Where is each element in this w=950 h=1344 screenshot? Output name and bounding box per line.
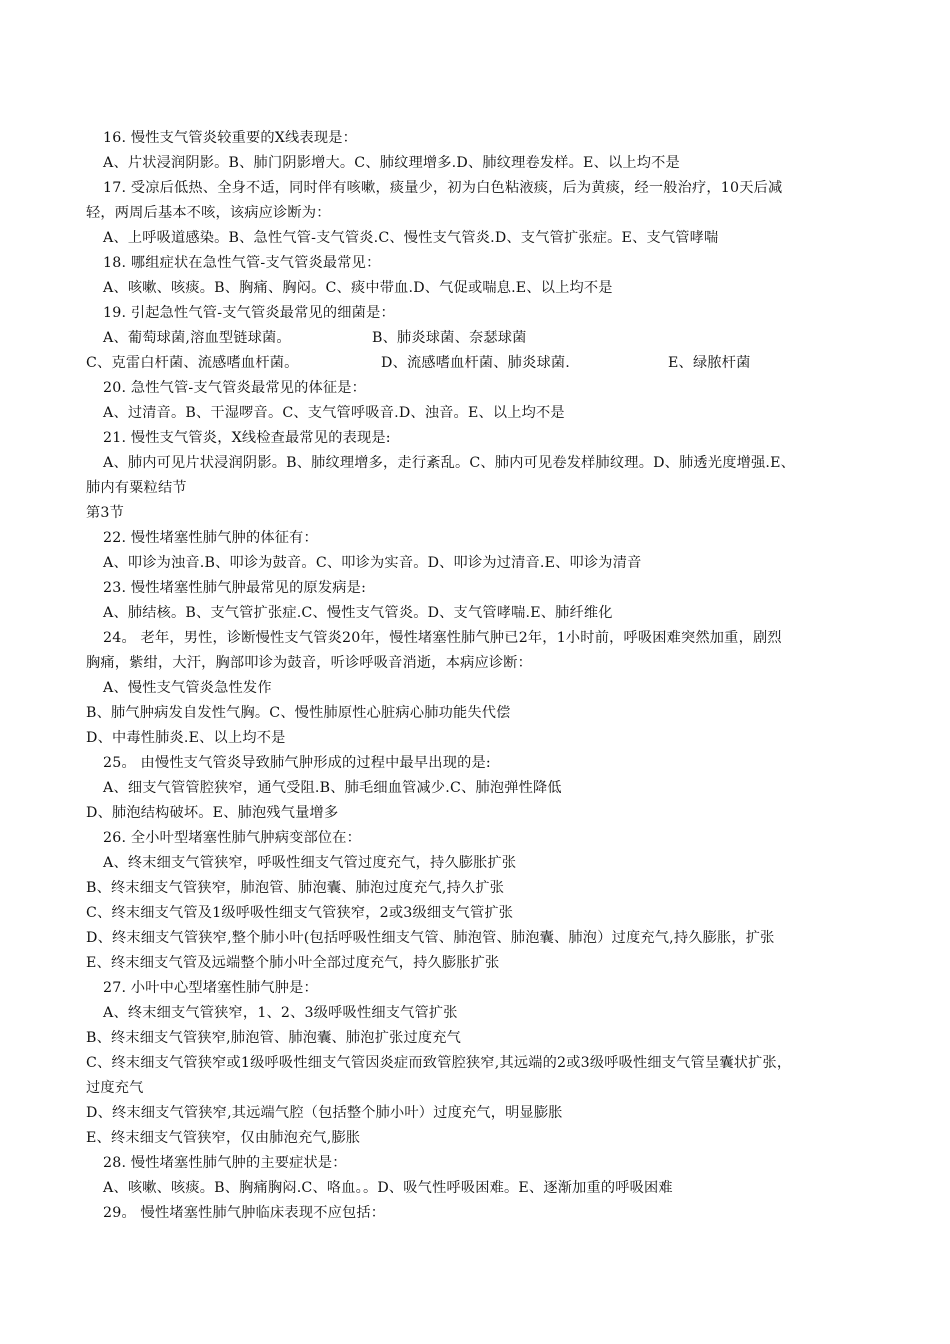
- question-21: 21. 慢性支气管炎，X线检查最常见的表现是:: [103, 430, 391, 446]
- question-26: 26. 全小叶型堵塞性肺气肿病变部位在：: [103, 830, 362, 846]
- option-19-a: A、葡萄球菌,溶血型链球菌。: [103, 330, 291, 346]
- question-29: 29。 慢性堵塞性肺气肿临床表现不应包括：: [103, 1205, 386, 1221]
- option-19-d: D、流感嗜血杆菌、肺炎球菌.: [381, 355, 570, 371]
- option-26-d: D、终末细支气管狭窄,整个肺小叶(包括呼吸性细支气管、肺泡管、肺泡囊、肺泡）过度充气,持久膨胀，扩张: [86, 930, 775, 946]
- section-heading: 第3节: [86, 505, 125, 521]
- option-19-b: B、肺炎球菌、奈瑟球菌: [372, 330, 527, 346]
- question-17: 17. 受凉后低热、全身不适，同时伴有咳嗽，痰量少，初为白色粘液痰，后为黄痰，经一般治疗，10天后减: [103, 180, 783, 196]
- option-26-e: E、终末细支气管及远端整个肺小叶全部过度充气，持久膨胀扩张: [86, 955, 500, 971]
- question-24: 24。 老年，男性，诊断慢性支气管炎20年，慢性堵塞性肺气肿已2年，1小时前，呼吸困难突然加重，剧烈: [103, 630, 782, 646]
- options-16: A、片状浸润阴影。B、肺门阴影增大。C、肺纹理增多.D、肺纹理卷发样。E、以上均不是: [103, 155, 680, 171]
- question-19: 19. 引起急性气管-支气管炎最常见的细菌是：: [103, 305, 395, 321]
- options-22: A、叩诊为浊音.B、叩诊为鼓音。C、叩诊为实音。D、叩诊为过清音.E、叩诊为清音: [103, 555, 642, 571]
- option-26-a: A、终末细支气管狭窄，呼吸性细支气管过度充气，持久膨胀扩张: [103, 855, 517, 871]
- option-26-c: C、终末细支气管及1级呼吸性细支气管狭窄，2或3级细支气管扩张: [86, 905, 514, 921]
- question-24-cont: 胸痛，紫绀，大汗，胸部叩诊为鼓音，听诊呼吸音消逝，本病应诊断：: [86, 655, 533, 671]
- question-17-cont: 轻，两周后基本不咳，该病应诊断为：: [86, 205, 331, 221]
- option-26-b: B、终末细支气管狭窄，肺泡管、肺泡囊、肺泡过度充气,持久扩张: [86, 880, 505, 896]
- options-20: A、过清音。B、干湿啰音。C、支气管呼吸音.D、浊音。E、以上均不是: [103, 405, 565, 421]
- question-28: 28. 慢性堵塞性肺气肿的主要症状是：: [103, 1155, 347, 1171]
- options-28: A、咳嗽、咳痰。B、胸痛胸闷.C、咯血。。D、吸气性呼吸困难。E、逐渐加重的呼吸困难: [103, 1180, 673, 1196]
- option-27-a: A、终末细支气管狭窄，1、2、3级呼吸性细支气管扩张: [103, 1005, 458, 1021]
- options-24-bc: B、肺气肿病发自发性气胸。C、慢性肺原性心脏病心肺功能失代偿: [86, 705, 511, 721]
- question-20: 20. 急性气管-支气管炎最常见的体征是：: [103, 380, 367, 396]
- options-17: A、上呼吸道感染。B、急性气管-支气管炎.C、慢性支气管炎.D、支气管扩张症。E、支气管哮喘: [103, 230, 719, 246]
- question-23: 23. 慢性堵塞性肺气肿最常见的原发病是:: [103, 580, 367, 596]
- option-27-d: D、终末细支气管狭窄,其远端气腔（包括整个肺小叶）过度充气，明显膨胀: [86, 1105, 563, 1121]
- options-25-abc: A、细支气管管腔狭窄，通气受阻.B、肺毛细血管减少.C、肺泡弹性降低: [103, 780, 562, 796]
- options-23: A、肺结核。B、支气管扩张症.C、慢性支气管炎。D、支气管哮喘.E、肺纤维化: [103, 605, 613, 621]
- options-25-de: D、肺泡结构破坏。E、肺泡残气量增多: [86, 805, 339, 821]
- option-27-e: E、终末细支气管狭窄，仅由肺泡充气,膨胀: [86, 1130, 361, 1146]
- option-27-c: C、终末细支气管狭窄或1级呼吸性细支气管因炎症而致管腔狭窄,其远端的2或3级呼吸性细支气管呈囊状扩张，: [86, 1055, 792, 1071]
- question-16: 16. 慢性支气管炎较重要的X线表现是：: [103, 130, 357, 146]
- option-27-b: B、终末细支气管狭窄,肺泡管、肺泡囊、肺泡扩张过度充气: [86, 1030, 462, 1046]
- option-24-a: A、慢性支气管炎急性发作: [103, 680, 272, 696]
- question-18: 18. 哪组症状在急性气管-支气管炎最常见：: [103, 255, 381, 271]
- question-22: 22. 慢性堵塞性肺气肿的体征有：: [103, 530, 318, 546]
- option-27-c-cont: 过度充气: [86, 1080, 144, 1096]
- question-25: 25。 由慢性支气管炎导致肺气肿形成的过程中最早出现的是:: [103, 755, 491, 771]
- options-24-de: D、中毒性肺炎.E、以上均不是: [86, 730, 286, 746]
- question-27: 27. 小叶中心型堵塞性肺气肿是：: [103, 980, 318, 996]
- options-21: A、肺内可见片状浸润阴影。B、肺纹理增多，走行紊乱。C、肺内可见卷发样肺纹理。D、肺透光度增强.E、: [103, 455, 796, 471]
- option-19-e: E、绿脓杆菌: [668, 355, 751, 371]
- options-21-cont: 肺内有粟粒结节: [86, 480, 187, 496]
- option-19-c: C、克雷白杆菌、流感嗜血杆菌。: [86, 355, 299, 371]
- options-18: A、咳嗽、咳痰。B、胸痛、胸闷。C、痰中带血.D、气促或喘息.E、以上均不是: [103, 280, 613, 296]
